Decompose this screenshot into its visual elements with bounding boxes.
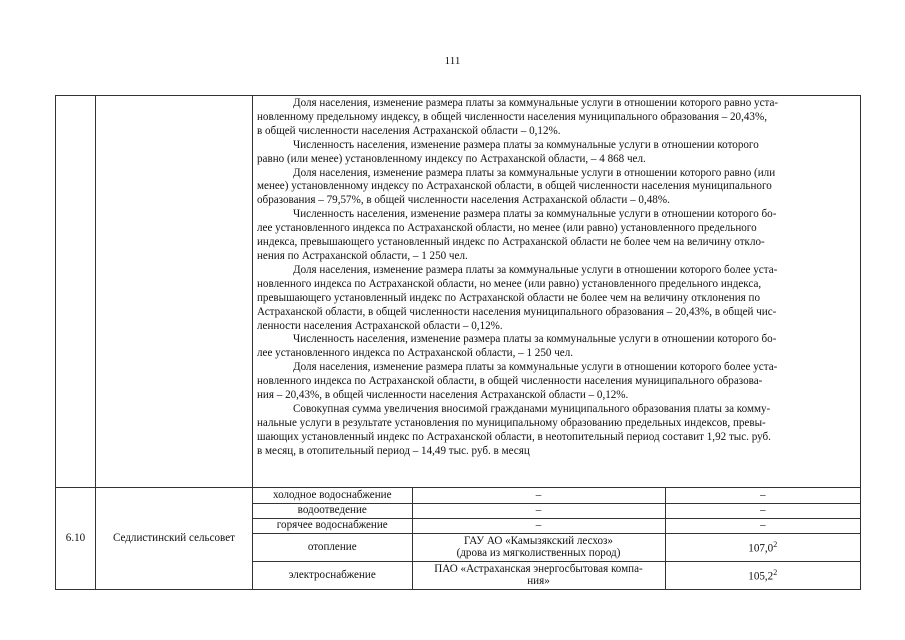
- paragraph-line: образования – 79,57%, в общей численности населения Астраханской области – 0,48%.: [257, 194, 670, 207]
- service-index: [665, 533, 860, 561]
- index-value: 105,2: [748, 570, 774, 583]
- paragraph-line: Доля населения, изменение размера платы за коммунальные услуги в отношении которого более уста-: [293, 361, 778, 374]
- table-row-6-10: [56, 488, 861, 590]
- service-index: [665, 503, 860, 518]
- service-provider: [412, 518, 665, 533]
- paragraph-line: Доля населения, изменение размера платы за коммунальные услуги в отношении которого равно (или: [293, 166, 776, 179]
- paragraph-line: Доля населения, изменение размера платы за коммунальные услуги в отношении которого равно уста-: [293, 97, 779, 109]
- service-provider: [412, 503, 665, 518]
- services-cell: [253, 488, 861, 590]
- provider-line: –: [535, 504, 542, 517]
- index-value: –: [759, 489, 766, 501]
- tariff-table: [55, 95, 861, 590]
- service-provider: [412, 488, 665, 503]
- description-cell: [253, 96, 861, 488]
- paragraph-line: индекса, превышающего установленный индекс по Астраханской области не более чем на величину откло-: [257, 236, 765, 249]
- provider-line: –: [535, 519, 542, 532]
- paragraph: [257, 208, 858, 264]
- paragraph-line: новленного индекса по Астраханской области, но менее (или равно) установленного предельного индекса,: [257, 277, 762, 290]
- paragraph-line: ленности населения Астраханской области – 0,12%.: [257, 319, 503, 332]
- service-index: [665, 561, 860, 589]
- service-provider: [412, 533, 665, 561]
- paragraph-line: Численность населения, изменение размера платы за коммунальные услуги в отношении которого бо-: [293, 208, 777, 221]
- provider-line: ГАУ АО «Камызякский лесхоз»: [464, 534, 613, 547]
- service-index: [665, 518, 860, 533]
- service-name: холодное водоснабжение: [253, 488, 412, 503]
- services-table: [253, 488, 860, 589]
- provider-line: –: [535, 489, 542, 501]
- paragraph: [257, 97, 858, 139]
- paragraph: [257, 361, 858, 403]
- paragraph-line: в общей численности населения Астраханской области – 0,12%.: [257, 124, 561, 137]
- index-footnote: 2: [773, 539, 778, 549]
- paragraph: [257, 139, 858, 167]
- paragraph-line: лее установленного индекса по Астраханской области, но менее (или равно) установленного предельного: [257, 222, 757, 235]
- service-name: отопление: [253, 533, 412, 561]
- service-row: [253, 561, 860, 589]
- service-row: [253, 518, 860, 533]
- name-cell-empty: [96, 96, 253, 488]
- description-text: [257, 97, 858, 459]
- paragraph-line: Численность населения, изменение размера платы за коммунальные услуги в отношении которого: [293, 138, 759, 151]
- index-footnote: 2: [773, 568, 778, 578]
- provider-line: ния»: [527, 575, 550, 588]
- paragraph-line: нения по Астраханской области, – 1 250 чел.: [257, 249, 468, 262]
- paragraph-line: новленного индекса по Астраханской области, в общей численности населения муниципального образова-: [257, 375, 763, 388]
- index-value: –: [759, 519, 766, 532]
- paragraph: [257, 403, 858, 459]
- paragraph-line: менее) установленному индексу по Астраханской области, в общей численности населения муниципального: [257, 180, 772, 193]
- service-name: горячее водоснабжение: [253, 518, 412, 533]
- paragraph-line: лее установленного индекса по Астраханской области, – 1 250 чел.: [257, 347, 574, 360]
- service-row: [253, 503, 860, 518]
- paragraph-line: равно (или менее) установленному индексу по Астраханской области, – 4 868 чел.: [257, 152, 646, 165]
- paragraph-line: Доля населения, изменение размера платы за коммунальные услуги в отношении которого более уста-: [293, 263, 778, 276]
- paragraph: [257, 167, 858, 209]
- number-cell-empty: [56, 96, 96, 488]
- service-row: [253, 533, 860, 561]
- municipality-name: Седлистинский сельсовет: [96, 488, 253, 590]
- paragraph-line: превышающего установленный индекс по Астраханской области не более чем на величину отклонения по: [257, 291, 761, 304]
- paragraph: [257, 333, 858, 361]
- service-name: электроснабжение: [253, 561, 412, 589]
- paragraph-line: в месяц, в отопительный период – 14,49 тыс. руб. в месяц: [257, 444, 530, 457]
- service-name: водоотведение: [253, 503, 412, 518]
- page-number: 111: [444, 55, 461, 67]
- index-value: –: [759, 504, 766, 517]
- row-number: 6.10: [56, 488, 96, 590]
- service-row: [253, 488, 860, 503]
- table-row-continued: [56, 96, 861, 488]
- paragraph-line: нальные услуги в результате установления по муниципальному образованию предельных индексов, превы-: [257, 416, 766, 429]
- provider-line: ПАО «Астраханская энергосбытовая компа-: [434, 562, 643, 575]
- paragraph-line: ния – 20,43%, в общей численности населения Астраханской области – 0,12%.: [257, 389, 629, 402]
- service-index: [665, 488, 860, 503]
- paragraph-line: новленному предельному индексу, в общей численности населения муниципального образования – 20,43%,: [257, 110, 767, 123]
- paragraph-line: Численность населения, изменение размера платы за коммунальные услуги в отношении которого бо-: [293, 333, 777, 346]
- service-provider: [412, 561, 665, 589]
- paragraph-line: Астраханской области, в общей численности населения муниципального образования – 20,43%, в общей чис-: [257, 305, 777, 318]
- paragraph: [257, 264, 858, 334]
- paragraph-line: Совокупная сумма увеличения вносимой гражданами муниципального образования платы за комму-: [293, 402, 771, 415]
- index-value: 107,0: [748, 542, 774, 555]
- provider-line: (дрова из мягколиственных пород): [456, 547, 621, 559]
- paragraph-line: шающих установленный индекс по Астраханской области, в неотопительный период составит 1,92 тыс. руб.: [257, 430, 771, 443]
